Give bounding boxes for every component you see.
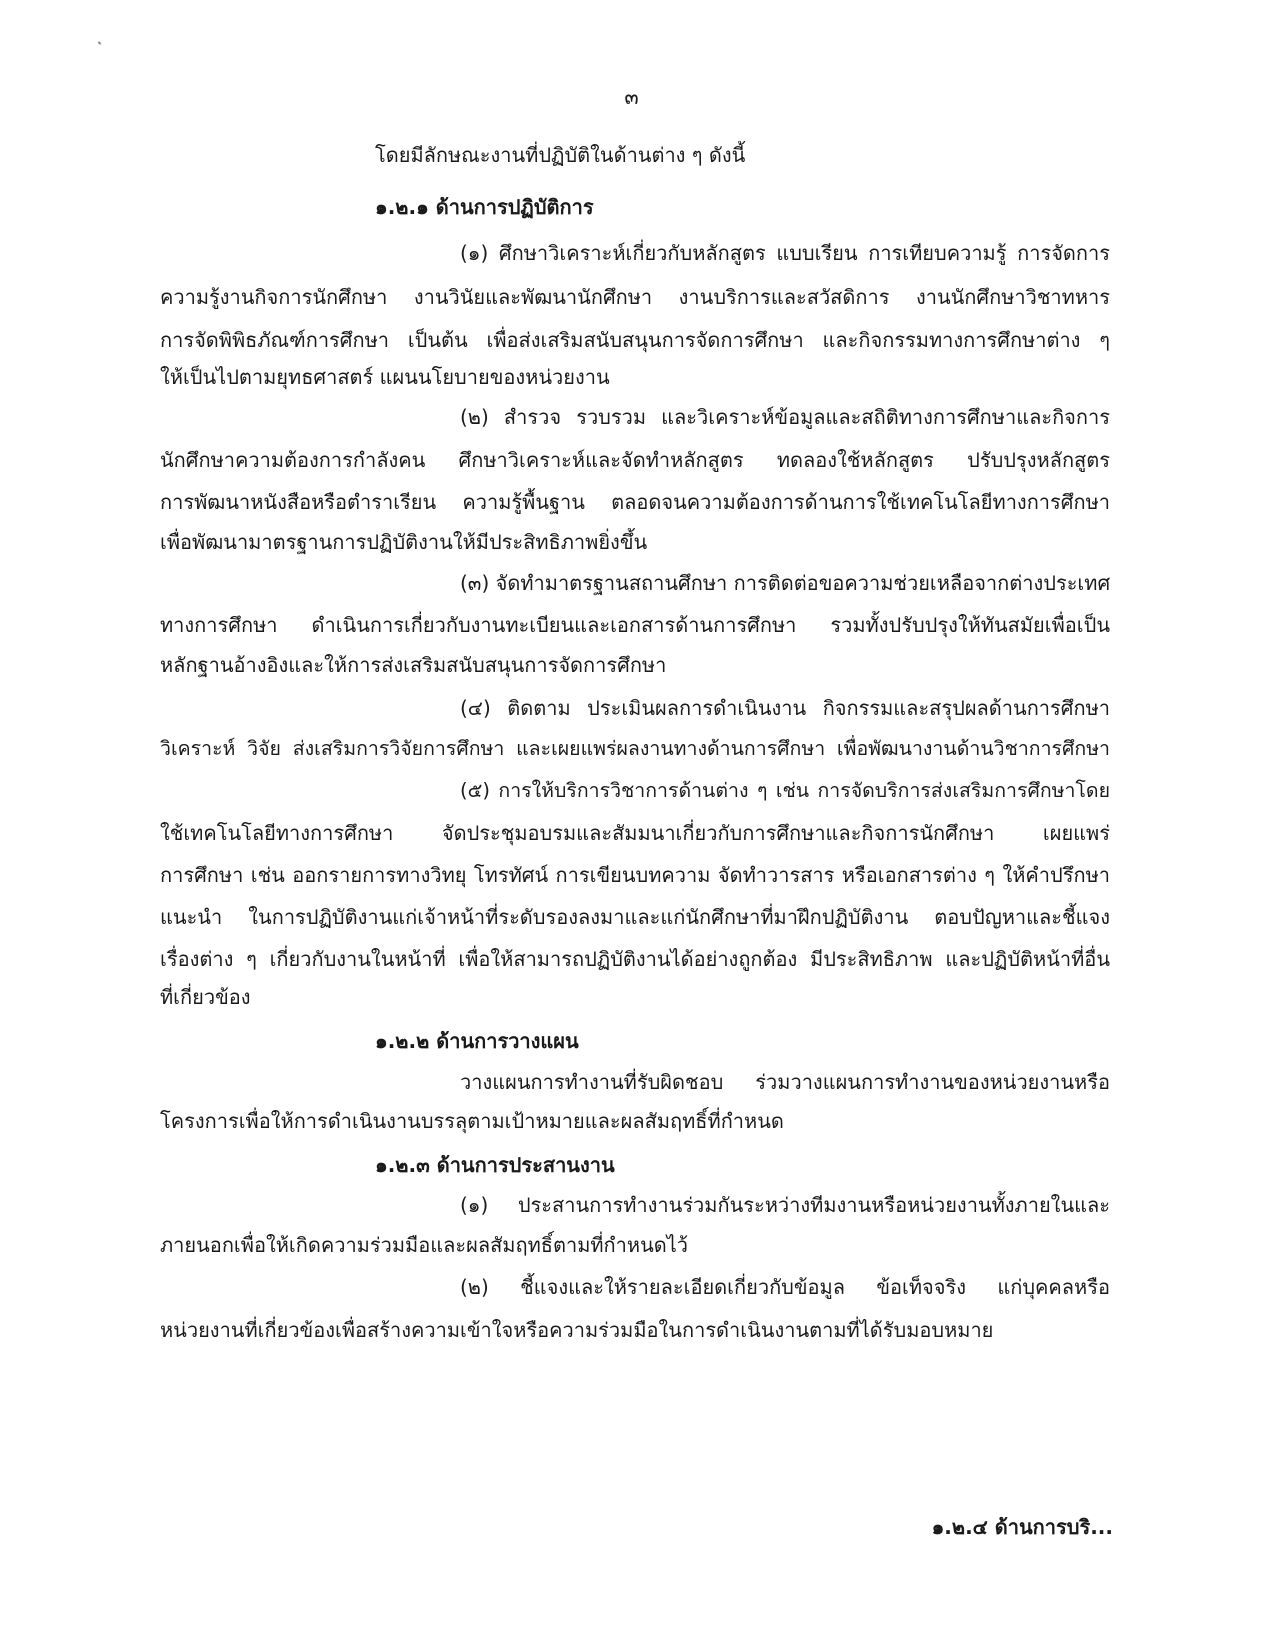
paragraph-line: การศึกษา เช่น ออกรายการทางวิทยุ โทรทัศน์ การเขียนบทความ จัดทำวารสาร หรือเอกสารต่าง ๆ ให้คำปรึกษา (160, 863, 1110, 887)
paragraph-line: เพื่อพัฒนามาตรฐานการปฏิบัติงานให้มีประสิทธิภาพยิ่งขึ้น (160, 530, 648, 554)
paragraph-line: ให้เป็นไปตามยุทธศาสตร์ แผนนโยบายของหน่วยงาน (160, 365, 610, 389)
continuation-footer: ๑.๒.๔ ด้านการบริ... (931, 1515, 1113, 1539)
paragraph-line: หลักฐานอ้างอิงและให้การส่งเสริมสนับสนุนการจัดการศึกษา (160, 653, 667, 677)
paragraph-line: ทางการศึกษา ดำเนินการเกี่ยวกับงานทะเบียนและเอกสารด้านการศึกษา รวมทั้งปรับปรุงให้ทันสมัยเพื่อเป็น (160, 613, 1110, 637)
paragraph-line: ใช้เทคโนโลยีทางการศึกษา จัดประชุมอบรมและสัมมนาเกี่ยวกับการศึกษาและกิจการนักศึกษา เผยแพร่ (160, 821, 1110, 845)
paragraph-line: หน่วยงานที่เกี่ยวข้องเพื่อสร้างความเข้าใจหรือความร่วมมือในการดำเนินงานตามที่ได้รับมอบหมาย (160, 1318, 994, 1342)
paragraph-line: (๑) ประสานการทำงานร่วมกันระหว่างทีมงานหรือหน่วยงานทั้งภายในและ (460, 1193, 1110, 1217)
paragraph-line: (๕) การให้บริการวิชาการด้านต่าง ๆ เช่น การจัดบริการส่งเสริมการศึกษาโดย (460, 779, 1110, 802)
intro-line: โดยมีลักษณะงานที่ปฏิบัติในด้านต่าง ๆ ดังนี้ (375, 143, 746, 167)
paragraph-line: การจัดพิพิธภัณฑ์การศึกษา เป็นต้น เพื่อส่งเสริมสนับสนุนการจัดการศึกษา และกิจกรรมทางการศึกษาต่าง ๆ (160, 328, 1110, 352)
section-heading-1-2-2: ๑.๒.๒ ด้านการวางแผน (375, 1029, 579, 1053)
paragraph-line: แนะนำ ในการปฏิบัติงานแก่เจ้าหน้าที่ระดับรองลงมาและแก่นักศึกษาที่มาฝึกปฏิบัติงาน ตอบปัญหาและชี้แจง (160, 905, 1110, 929)
section-heading-1-2-1: ๑.๒.๑ ด้านการปฏิบัติการ (375, 195, 594, 219)
paragraph-line: (๑) ศึกษาวิเคราะห์เกี่ยวกับหลักสูตร แบบเรียน การเทียบความรู้ การจัดการ (460, 241, 1110, 265)
paragraph-line: (๒) สำรวจ รวบรวม และวิเคราะห์ข้อมูลและสถิติทางการศึกษาและกิจการ (460, 405, 1110, 429)
paragraph-line: ความรู้งานกิจการนักศึกษา งานวินัยและพัฒนานักศึกษา งานบริการและสวัสดิการ งานนักศึกษาวิชาทหาร (160, 285, 1110, 309)
paragraph-line: (๒) ชี้แจงและให้รายละเอียดเกี่ยวกับข้อมูล ข้อเท็จจริง แก่บุคคลหรือ (460, 1275, 1110, 1299)
paragraph-line: ที่เกี่ยวข้อง (160, 985, 251, 1009)
paragraph-line: การพัฒนาหนังสือหรือตำราเรียน ความรู้พื้นฐาน ตลอดจนความต้องการด้านการใช้เทคโนโลยีทางการศึกษา (160, 490, 1110, 514)
paragraph-line: โครงการเพื่อให้การดำเนินงานบรรลุตามเป้าหมายและผลสัมฤทธิ์ที่กำหนด (160, 1109, 784, 1133)
paragraph-line: วางแผนการทำงานที่รับผิดชอบ ร่วมวางแผนการทำงานของหน่วยงานหรือ (460, 1070, 1110, 1094)
paragraph-line: เรื่องต่าง ๆ เกี่ยวกับงานในหน้าที่ เพื่อให้สามารถปฏิบัติงานได้อย่างถูกต้อง มีประสิทธิภาพ และปฏิบัติหน้าที่อื่น (160, 947, 1110, 971)
paragraph-line: ภายนอกเพื่อให้เกิดความร่วมมือและผลสัมฤทธิ์ตามที่กำหนดไว้ (160, 1233, 689, 1257)
paragraph-line: นักศึกษาความต้องการกำลังคน ศึกษาวิเคราะห์และจัดทำหลักสูตร ทดลองใช้หลักสูตร ปรับปรุงหลักสูตร (160, 448, 1110, 472)
paragraph-line: (๔) ติดตาม ประเมินผลการดำเนินงาน กิจกรรมและสรุปผลด้านการศึกษา (460, 696, 1110, 720)
section-heading-1-2-3: ๑.๒.๓ ด้านการประสานงาน (375, 1153, 615, 1177)
page-number: ๓ (624, 85, 639, 109)
paragraph-line: วิเคราะห์ วิจัย ส่งเสริมการวิจัยการศึกษา และเผยแพร่ผลงานทางด้านการศึกษา เพื่อพัฒนางานด้านวิชาการศึกษา (160, 737, 1110, 760)
scan-speck (98, 41, 102, 44)
paragraph-line: (๓) จัดทำมาตรฐานสถานศึกษา การติดต่อขอความช่วยเหลือจากต่างประเทศ (460, 571, 1111, 595)
